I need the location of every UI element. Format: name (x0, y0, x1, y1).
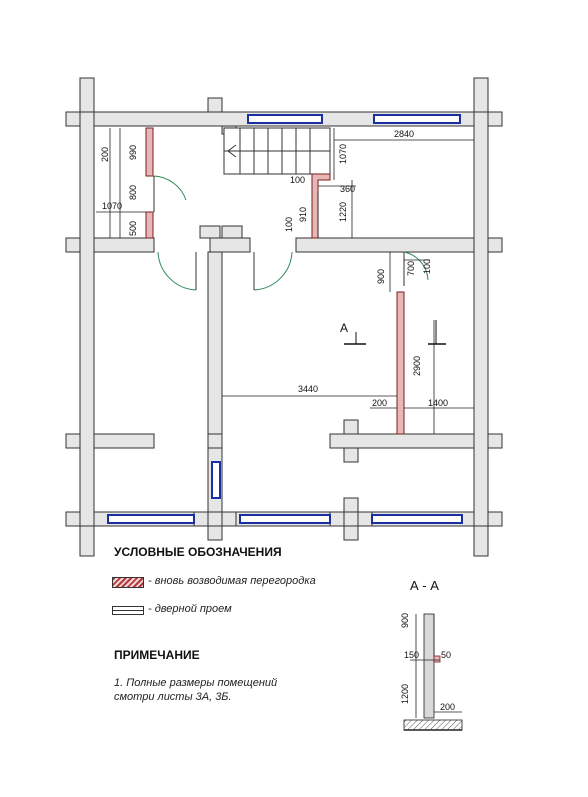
section-dim-1200: 1200 (400, 683, 410, 704)
section-dim-200: 200 (440, 702, 456, 712)
dim-910: 910 (298, 206, 308, 222)
dim-1070-left: 1070 (102, 201, 123, 211)
legend-title: УСЛОВНЫЕ ОБОЗНАЧЕНИЯ (114, 545, 282, 559)
dim-100-a: 100 (290, 175, 306, 185)
section-dim-150: 150 (404, 650, 420, 660)
legend-door-label: - дверной проем (148, 603, 232, 615)
dim-100-b: 100 (284, 216, 294, 232)
dim-2900: 2900 (412, 355, 422, 376)
dim-3440: 3440 (298, 384, 319, 394)
dim-200: 200 (100, 146, 110, 162)
stair (224, 128, 330, 174)
section-dim-900: 900 (400, 612, 410, 628)
dim-800: 800 (128, 184, 138, 200)
dim-900: 900 (376, 268, 386, 284)
note-title: ПРИМЕЧАНИЕ (114, 648, 200, 662)
dim-1220: 1220 (338, 201, 348, 222)
section-dim-50: 50 (441, 650, 452, 660)
dim-360: 360 (340, 184, 356, 194)
section-aa-drawing (404, 614, 462, 730)
dim-500: 500 (128, 220, 138, 236)
dim-990: 990 (128, 144, 138, 160)
legend-partition-label: - вновь возводимая перегородка (148, 575, 316, 587)
dim-1400: 1400 (428, 398, 449, 408)
dim-1070-stair: 1070 (338, 143, 348, 164)
door-swatch (112, 606, 144, 615)
partition-swatch (112, 577, 144, 588)
windows (108, 115, 462, 523)
note-text: 1. Полные размеры помещений смотри листы 3А, 3Б. (114, 677, 278, 703)
section-title: А - А (410, 578, 439, 593)
doors (154, 176, 428, 290)
dim-700: 700 (406, 260, 416, 276)
section-marker (340, 320, 446, 344)
dim-200-b: 200 (372, 398, 388, 408)
dim-100-c: 100 (422, 258, 432, 274)
dim-2840: 2840 (394, 129, 415, 139)
section-marker-label: А (340, 321, 349, 335)
interior-walls (94, 126, 474, 512)
